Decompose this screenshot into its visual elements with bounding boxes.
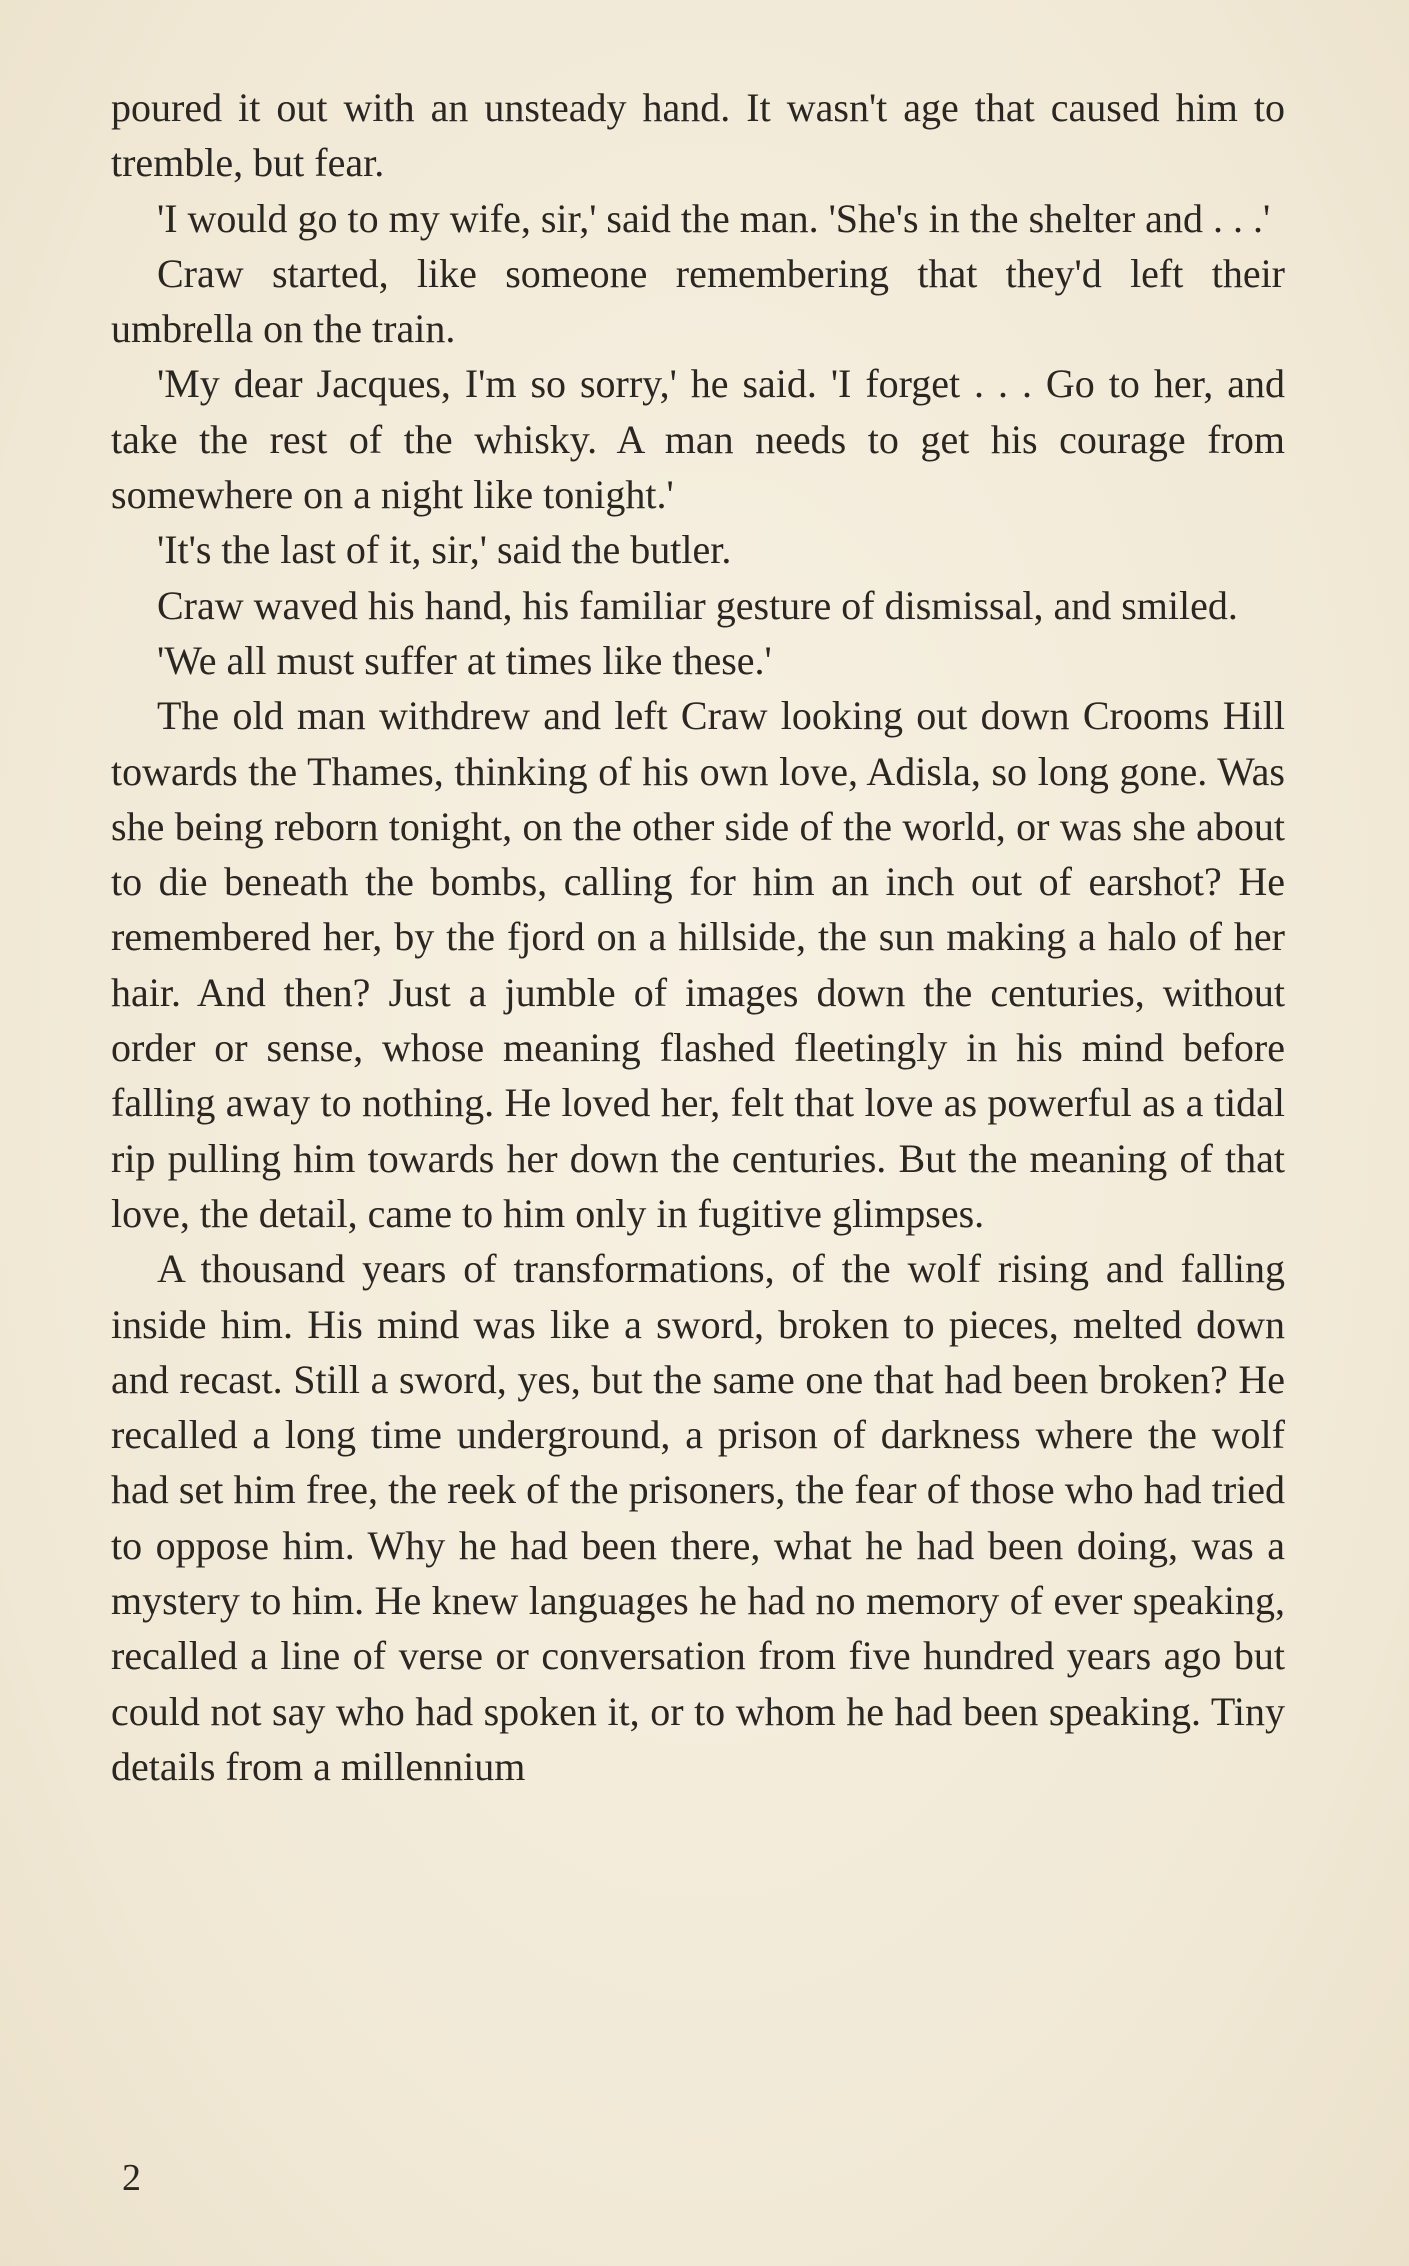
paragraph-3: Craw started, like someone remembering that they'd left their umbrella on the train. (111, 250, 1285, 352)
paragraph-6: Craw waved his hand, his familiar gesture of dismissal, and smiled. (157, 582, 1238, 628)
paragraph-7: 'We all must suffer at times like these.' (157, 637, 772, 683)
paragraph-9: A thousand years of transformations, of the wolf rising and falling inside him. His mind was like a sword, broken to pieces, melted down and recast. Still a sword, yes, but the same one that had been broken? He recalled a long time underground, a prison of darkness where the wolf had set him free, the reek of the prisoners, the fear of those who had tried to oppose him. Why he had been there, what he had been doing, was a mystery to him. He knew languages he had no memory of ever speaking, recalled a line of verse or conversation from five hundred years ago but could not say who had spoken it, or to whom he had been speaking. Tiny details from a millennium (111, 1246, 1285, 1789)
paragraph-2: 'I would go to my wife, sir,' said the man. 'She's in the shelter and . . .' (157, 195, 1271, 241)
page-number: 2 (122, 2157, 141, 2199)
paragraph-8: The old man withdrew and left Craw looking out down Crooms Hill towards the Thames, thinking of his own love, Adisla, so long gone. Was she being reborn tonight, on the other side of the world, or was she about to die beneath the bombs, calling for him an inch out of earshot? He remembered her, by the fjord on a hillside, the sun making a halo of her hair. And then? Just a jumble of images down the centuries, without order or sense, whose meaning flashed fleetingly in his mind before falling away to nothing. He loved her, felt that love as powerful as a tidal rip pulling him towards her down the centuries. But the meaning of that love, the detail, came to him only in fugitive glimpses. (111, 693, 1285, 1236)
paragraph-5: 'It's the last of it, sir,' said the butler. (157, 527, 732, 573)
paragraph-1: poured it out with an unsteady hand. It wasn't age that caused him to tremble, but fear. (111, 85, 1285, 186)
body-text (111, 80, 1285, 1794)
paragraph-4: 'My dear Jacques, I'm so sorry,' he said. 'I forget . . . Go to her, and take the rest of the whisky. A man needs to get his courage from somewhere on a night like tonight.' (111, 361, 1285, 518)
